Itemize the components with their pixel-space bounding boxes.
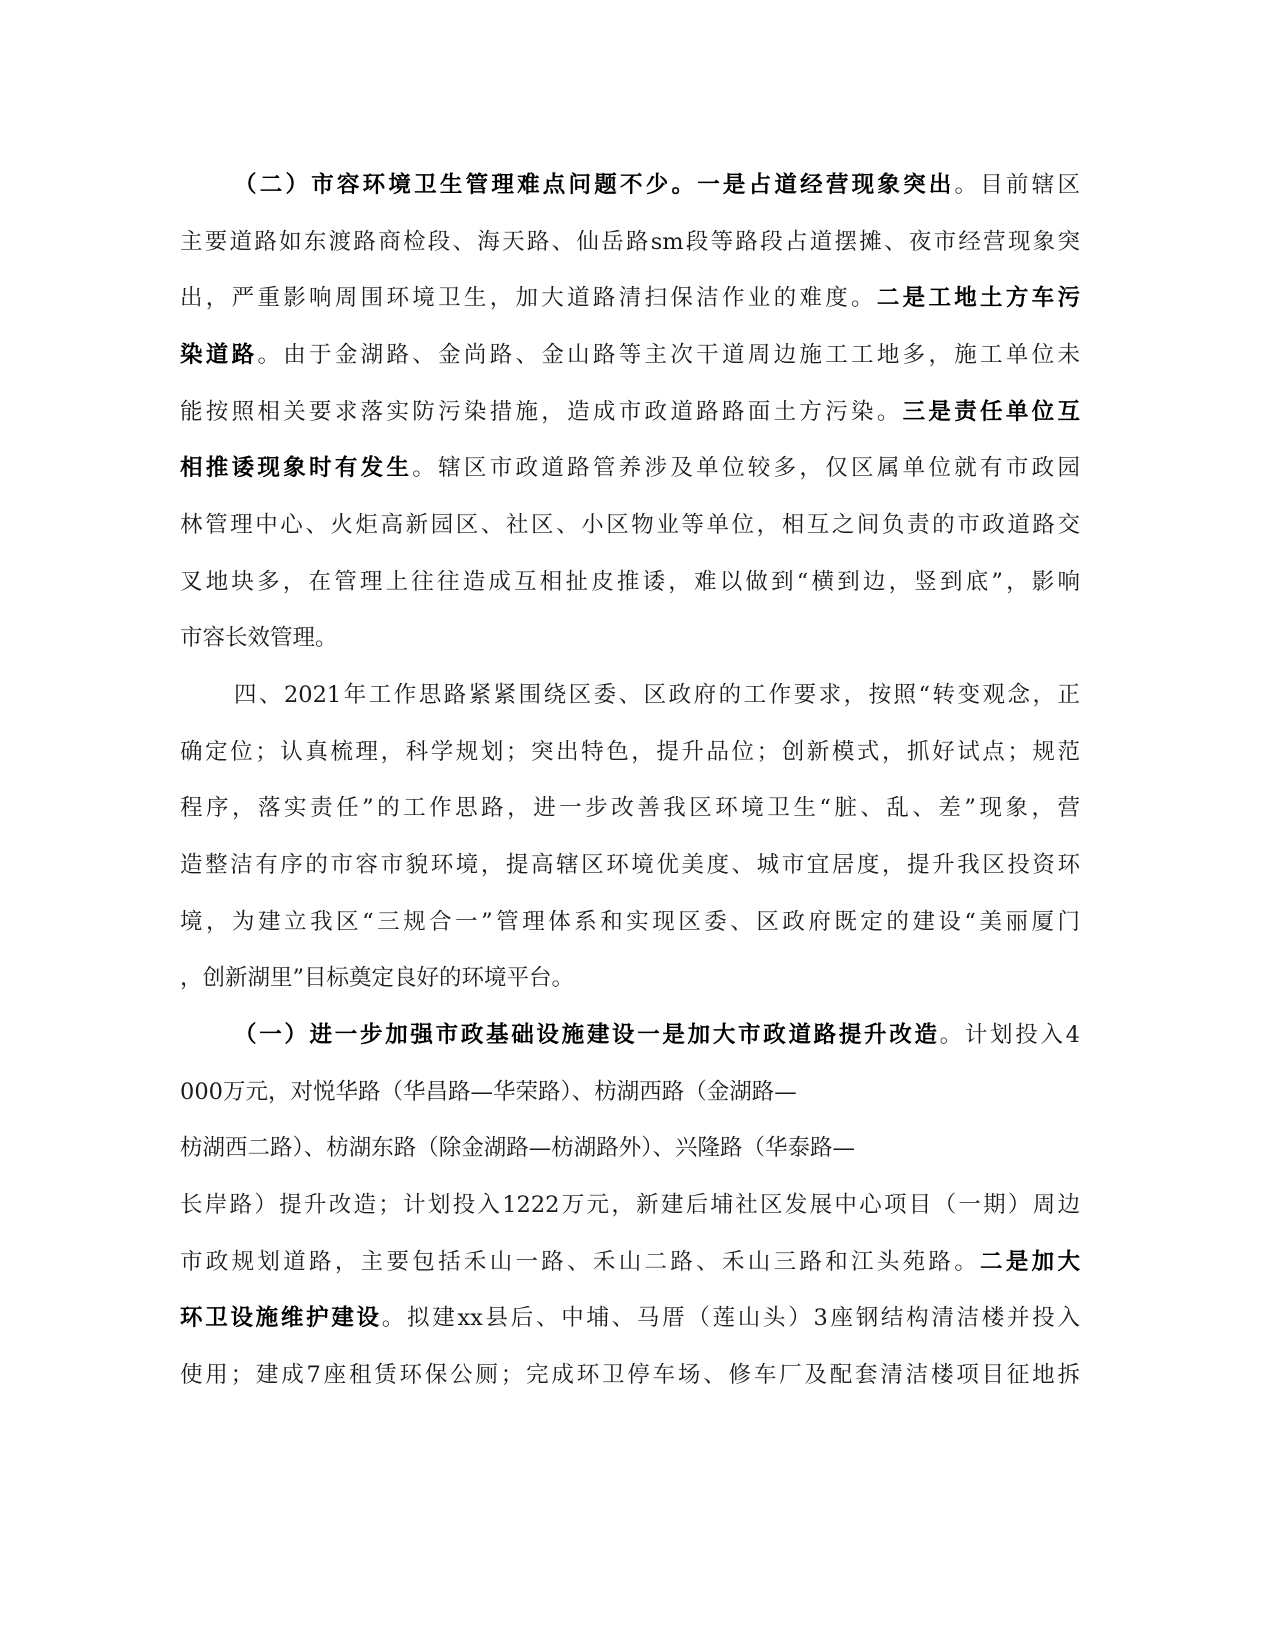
text-run: 主要道路如东渡路商检段、海天路、仙岳路sm段等路段占道摆摊、夜市经营现象突	[180, 229, 1080, 255]
text-run: 市政规划道路，主要包括禾山一路、禾山二路、禾山三路和江头苑路。	[180, 1249, 981, 1275]
text-line	[180, 1355, 1080, 1395]
text-run: ，创新湖里”目标奠定良好的环境平台。	[180, 965, 575, 991]
text-run: 市容长效管理。	[180, 625, 338, 651]
text-run: 。辖区市政道路管养涉及单位较多，仅区属单位就有市政园	[412, 455, 1080, 481]
text-line	[180, 448, 1080, 488]
bold-heading: （二）市容环境卫生管理难点问题不少。一是占道经营现象突出	[234, 172, 955, 198]
text-run: 林管理中心、火炬高新园区、社区、小区物业等单位，相互之间负责的市政道路交	[180, 512, 1080, 538]
text-line	[180, 335, 1080, 375]
text-line	[180, 732, 1080, 772]
text-line	[180, 845, 1080, 885]
text-run: 长岸路）提升改造；计划投入1222万元，新建后埔社区发展中心项目（一期）周边	[180, 1192, 1080, 1218]
text-line	[180, 505, 1080, 545]
bold-heading: 二是加大	[980, 1249, 1080, 1275]
text-line	[180, 1242, 1080, 1282]
text-run: 能按照相关要求落实防污染措施，造成市政道路路面土方污染。	[180, 399, 903, 425]
bold-heading: 环卫设施维护建设	[180, 1305, 382, 1331]
bold-heading: 相推诿现象时有发生	[180, 455, 413, 481]
text-run: 确定位；认真梳理，科学规划；突出特色，提升品位；创新模式，抓好试点；规范	[180, 739, 1080, 765]
text-line	[180, 618, 1080, 658]
text-line	[234, 165, 1080, 205]
text-line	[180, 958, 1080, 998]
text-run: 。由于金湖路、金尚路、金山路等主次干道周边施工工地多，施工单位未	[257, 342, 1080, 368]
text-line	[180, 902, 1080, 942]
text-line	[180, 562, 1080, 602]
text-line	[180, 1185, 1080, 1225]
text-run: 。拟建xx县后、中埔、马厝（莲山头）3座钢结构清洁楼并投入	[381, 1305, 1080, 1331]
text-run: 。目前辖区	[954, 172, 1080, 198]
bold-heading: 染道路	[180, 342, 258, 368]
text-line	[180, 788, 1080, 828]
text-run: 000万元，对悦华路（华昌路—华荣路）、枋湖西路（金湖路—	[180, 1079, 797, 1105]
text-run: 境，为建立我区“三规合一”管理体系和实现区委、区政府既定的建设“美丽厦门	[180, 909, 1080, 935]
text-run: 造整洁有序的市容市貌环境，提高辖区环境优美度、城市宜居度，提升我区投资环	[180, 852, 1080, 878]
text-line	[180, 1298, 1080, 1338]
text-run: 使用；建成7座租赁环保公厕；完成环卫停车场、修车厂及配套清洁楼项目征地拆	[180, 1362, 1080, 1388]
bold-heading: （一）进一步加强市政基础设施建设一是加大市政道路提升改造	[234, 1022, 940, 1048]
text-line	[180, 222, 1080, 262]
text-run: 出，严重影响周围环境卫生，加大道路清扫保洁作业的难度。	[180, 285, 877, 311]
text-run: 。计划投入4	[939, 1022, 1080, 1048]
text-line	[180, 392, 1080, 432]
text-run: 四、2021年工作思路紧紧围绕区委、区政府的工作要求，按照“转变观念，正	[234, 682, 1080, 708]
text-line	[234, 1015, 1080, 1055]
text-line	[234, 675, 1080, 715]
text-run: 叉地块多，在管理上往往造成互相扯皮推诿，难以做到“横到边，竖到底”，影响	[180, 569, 1080, 595]
text-line	[180, 1072, 1080, 1112]
text-run: 程序，落实责任”的工作思路，进一步改善我区环境卫生“脏、乱、差”现象，营	[180, 795, 1080, 821]
text-run: 枋湖西二路）、枋湖东路（除金湖路—枋湖路外）、兴隆路（华泰路—	[180, 1135, 856, 1161]
bold-heading: 三是责任单位互	[902, 399, 1080, 425]
bold-heading: 二是工地土方车污	[876, 285, 1080, 311]
text-line	[180, 278, 1080, 318]
text-line	[180, 1128, 1080, 1168]
